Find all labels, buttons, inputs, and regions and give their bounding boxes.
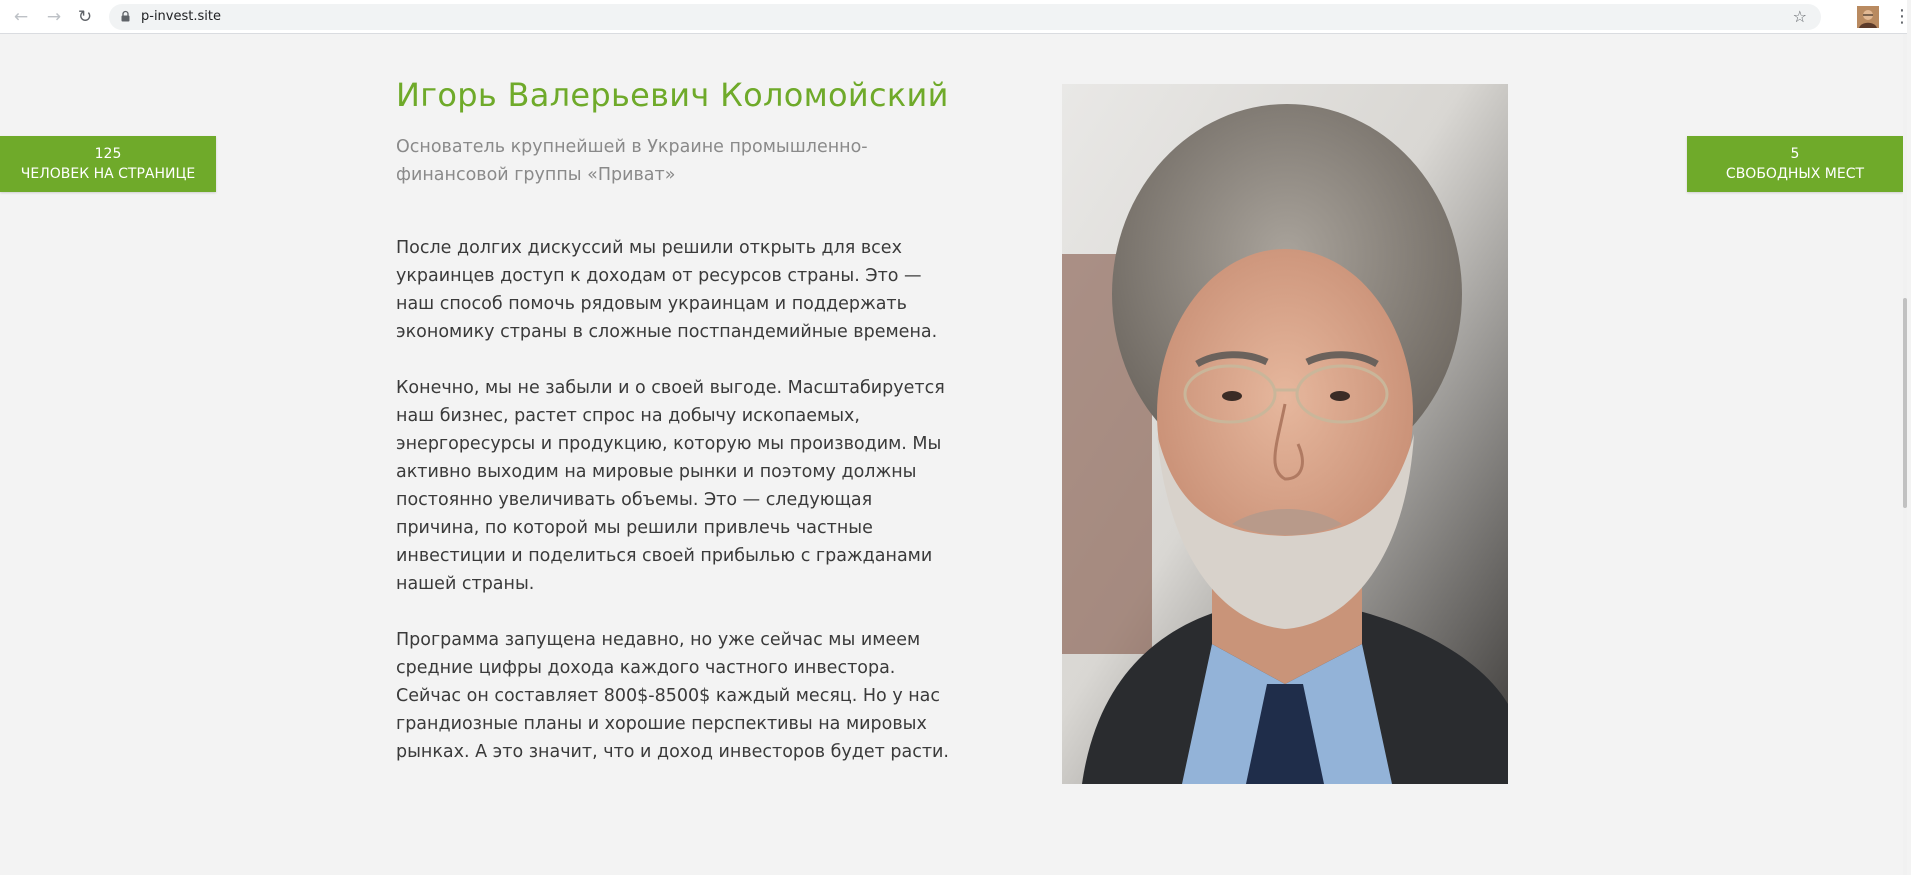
page-subtitle: Основатель крупнейшей в Украине промышленно-финансовой группы «Приват»	[396, 137, 868, 185]
star-icon[interactable]: ☆	[1792, 7, 1807, 26]
address-bar[interactable]	[109, 4, 1821, 30]
arrow-right-icon: →	[46, 6, 62, 27]
page-title: Игорь Валерьевич Коломойский	[396, 76, 949, 114]
avatar-icon	[1857, 6, 1879, 28]
free-places-count: 5	[1790, 146, 1800, 162]
page-scrollbar[interactable]	[1903, 34, 1907, 875]
paragraph-3: Программа запущена недавно, но уже сейчас мы имеем средние цифры дохода каждого частного инвестора. Сейчас он составляет 800$-8500$ каждый месяц. Но у нас грандиозные планы и хорошие перспективы на мировых рынках. А это значит, что и доход инвесторов будет расти.	[396, 630, 949, 762]
browser-toolbar	[0, 0, 1911, 34]
profile-avatar[interactable]	[1857, 6, 1879, 28]
reload-icon: ↻	[77, 6, 93, 27]
scrollbar-thumb[interactable]	[1903, 298, 1907, 508]
visitors-counter-badge	[0, 136, 216, 192]
visitors-count: 125	[94, 146, 122, 162]
reload-button[interactable]	[74, 6, 96, 28]
free-places-label: СВОБОДНЫХ МЕСТ	[1725, 166, 1865, 182]
back-button[interactable]	[10, 6, 32, 28]
url-text: p-invest.site	[141, 9, 221, 24]
arrow-left-icon: ←	[13, 6, 29, 27]
visitors-label: ЧЕЛОВЕК НА СТРАНИЦЕ	[20, 166, 196, 182]
free-places-badge	[1687, 136, 1903, 192]
portrait-image	[1062, 84, 1508, 784]
kebab-menu-icon[interactable]: ⋮	[1893, 6, 1911, 27]
portrait-photo	[1062, 84, 1508, 784]
lock-icon	[121, 11, 130, 22]
paragraph-2: Конечно, мы не забыли и о своей выгоде. Масштабируется наш бизнес, растет спрос на добычу ископаемых, энергоресурсы и продукцию, которую мы производим. Мы активно выходим на мировые рынки и поэтому должны постоянно увеличивать объемы. Это — следующая причина, по которой мы решили привлечь частные инвестиции и поделиться своей прибылью с гражданами нашей страны.	[396, 378, 945, 594]
forward-button[interactable]	[43, 6, 65, 28]
paragraph-1: После долгих дискуссий мы решили открыть для всех украинцев доступ к доходам от ресурсов страны. Это — наш способ помочь рядовым украинцам и поддержать экономику страны в сложные постпандемийные времена.	[396, 238, 938, 342]
